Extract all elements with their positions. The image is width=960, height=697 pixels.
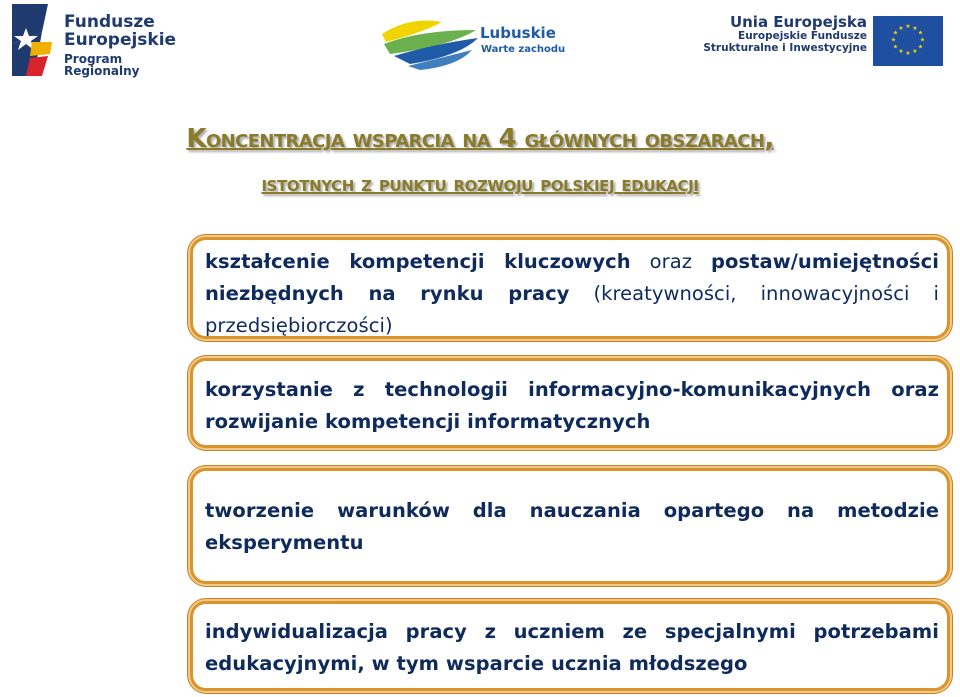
svg-text:★: ★ [919,36,926,44]
ue-logo-line3: Strukturalne i Inwestycyjne [703,41,867,54]
area-card-ict [190,358,950,448]
fundusze-europejskie-logo [12,4,192,79]
lubuskie-wave-icon [380,12,480,70]
fe-logo-line3: Program Regionalny [64,51,140,79]
area-card-key-competences [190,237,950,339]
svg-text:★: ★ [905,23,911,30]
area-card-text [205,246,939,342]
svg-text:★: ★ [892,43,899,51]
card1-bold1: kształcenie kompetencji kluczowych [205,250,631,273]
logo-header [0,0,960,100]
fe-emblem-icon [12,4,54,76]
ue-logo-line2: Europejskie Fundusze [738,29,867,42]
page-title-line2: istotnych z punktu rozwoju polskiej edukacji [261,172,699,197]
card4-text: indywidualizacja pracy z uczniem ze specjalnymi potrzebami edukacyjnymi, w tym wsparcie ucznia młodszego [205,620,939,675]
svg-text:★: ★ [898,48,904,55]
card2-text: korzystanie z technologii informacyjno-komunikacyjnych oraz rozwijanie kompetencji informatycznych [205,378,939,433]
svg-text:★: ★ [898,25,904,32]
svg-text:★: ★ [917,29,924,37]
area-card-experiment [190,468,950,584]
area-card-individualization [190,601,950,691]
card1-normal2: (kreatywności, innowacyjności i przedsiębiorczości) [205,282,940,337]
lubuskie-name: Lubuskie [480,24,556,42]
svg-text:★: ★ [912,48,918,55]
eu-flag-icon [873,16,943,66]
lubuskie-logo [380,12,570,72]
unia-europejska-logo [703,13,943,70]
fe-logo-line1: Fundusze [64,12,155,32]
svg-text:★: ★ [892,29,899,37]
lubuskie-tagline: Warte zachodu [481,44,566,55]
svg-text:★: ★ [905,50,911,57]
card1-bold2: postaw/umiejętności niezbędnych na rynku pracy [205,250,939,305]
svg-text:★: ★ [912,25,918,32]
card1-normal1: oraz [630,250,711,273]
svg-text:★: ★ [917,43,924,51]
ue-logo-line1: Unia Europejska [729,13,867,31]
card3-text: tworzenie warunków dla nauczania opartego na metodzie eksperymentu [205,499,939,554]
page-title-line1: Koncentracja wsparcia na 4 głównych obszarach, [186,124,774,154]
svg-text:★: ★ [890,36,897,44]
fe-logo-line2: Europejskie [64,29,177,50]
